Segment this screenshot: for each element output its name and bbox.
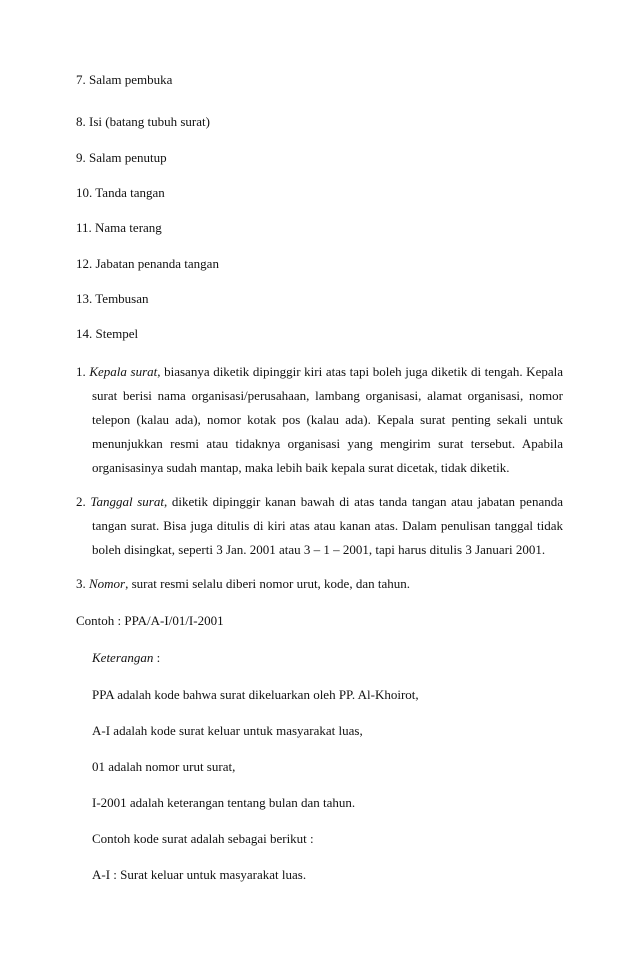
section-line: tangan surat. Bisa juga ditulis di kiri atas atau kanan atas. Dalam penulisan tanggal tidak — [92, 518, 563, 533]
list-item: 7. Salam pembuka — [76, 72, 173, 87]
note-line: Contoh kode surat adalah sebagai berikut : — [92, 831, 314, 846]
note-line: PPA adalah kode bahwa surat dikeluarkan oleh PP. Al-Khoirot, — [92, 687, 419, 702]
list-item: 11. Nama terang — [76, 220, 162, 235]
list-item: 14. Stempel — [76, 326, 139, 341]
keterangan-term: Keterangan — [92, 650, 154, 665]
section-line: telepon (kalau ada), nomor kotak pos (kalau ada). Kepala surat penting sekali untuk — [92, 412, 563, 427]
section-term: Kepala surat — [89, 364, 158, 379]
section-text: , biasanya diketik dipinggir kiri atas tapi boleh juga diketik di tengah. Kepala — [157, 364, 563, 379]
section-line: surat berisi nama organisasi/perusahaan, lambang organisasi, alamat organisasi, nomor — [92, 388, 563, 403]
section-number: 3. — [76, 576, 86, 591]
section-nomor-first-line — [76, 575, 410, 593]
list-item: 10. Tanda tangan — [76, 185, 165, 200]
keterangan-colon: : — [153, 650, 161, 665]
section-text: , diketik dipinggir kanan bawah di atas tanda tangan atau jabatan penanda — [163, 494, 563, 509]
section-number: 1. — [76, 364, 86, 379]
list-item: 8. Isi (batang tubuh surat) — [76, 114, 210, 129]
section-line: boleh disingkat, seperti 3 Jan. 2001 atau 3 – 1 – 2001, tapi harus ditulis 3 Januari 2001. — [92, 542, 546, 557]
section-term: Nomor — [89, 576, 126, 591]
list-item: 9. Salam penutup — [76, 150, 167, 165]
example-label: Contoh : PPA/A-I/01/I-2001 — [76, 613, 224, 628]
list-item: 12. Jabatan penanda tangan — [76, 256, 219, 271]
section-term: Tanggal surat — [90, 494, 164, 509]
section-line: organisasinya sudah mantap, maka lebih baik kepala surat dicetak, tidak diketik. — [92, 460, 510, 475]
section-line: menunjukkan resmi atau tidaknya organisasi yang mengirim surat tersebut. Apabila — [92, 436, 563, 451]
note-line: A-I : Surat keluar untuk masyarakat luas. — [92, 867, 307, 882]
section-tanggal-surat-first-line — [76, 493, 563, 511]
note-line: 01 adalah nomor urut surat, — [92, 759, 236, 774]
list-item: 13. Tembusan — [76, 291, 149, 306]
section-text: , surat resmi selalu diberi nomor urut, kode, dan tahun. — [125, 576, 410, 591]
section-kepala-surat-first-line — [76, 363, 563, 381]
keterangan-heading — [92, 649, 160, 667]
note-line: I-2001 adalah keterangan tentang bulan dan tahun. — [92, 795, 356, 810]
note-line: A-I adalah kode surat keluar untuk masyarakat luas, — [92, 723, 363, 738]
section-number: 2. — [76, 494, 86, 509]
